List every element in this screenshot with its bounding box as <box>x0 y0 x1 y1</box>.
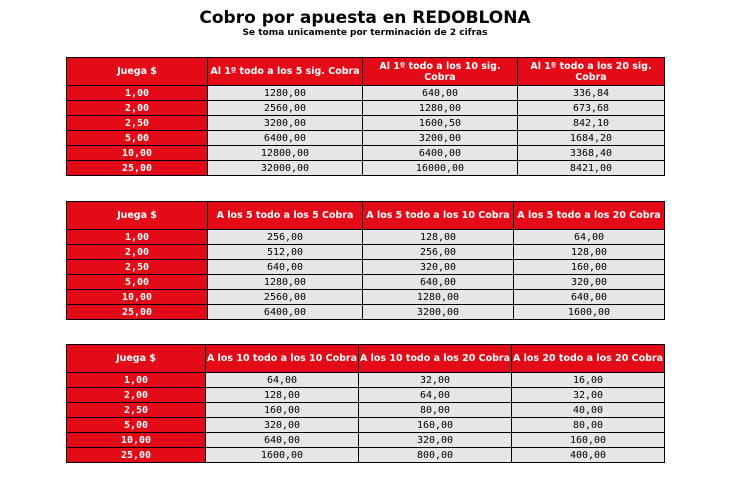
payout-cell: 512,00 <box>208 245 363 260</box>
payout-cell: 64,00 <box>514 230 665 245</box>
bet-amount-cell: 5,00 <box>67 418 206 433</box>
bet-amount-cell: 25,00 <box>67 448 206 463</box>
table-row <box>67 418 665 433</box>
payout-cell: 640,00 <box>206 433 359 448</box>
table-row <box>67 161 665 176</box>
bet-amount-cell: 1,00 <box>67 86 208 101</box>
bet-amount-cell: 1,00 <box>67 373 206 388</box>
payout-cell: 64,00 <box>206 373 359 388</box>
column-header: A los 5 todo a los 20 Cobra <box>514 202 665 230</box>
bet-amount-cell: 2,00 <box>67 245 208 260</box>
bet-amount-cell: 2,00 <box>67 388 206 403</box>
table-row <box>67 131 665 146</box>
payout-cell: 160,00 <box>514 260 665 275</box>
payout-cell: 640,00 <box>208 260 363 275</box>
table-row <box>67 260 665 275</box>
payout-cell: 336,84 <box>518 86 665 101</box>
column-header: Al 1º todo a los 10 sig. Cobra <box>363 58 518 86</box>
payout-cell: 32000,00 <box>208 161 363 176</box>
table-row <box>67 86 665 101</box>
payout-cell: 3200,00 <box>363 305 514 320</box>
page-subtitle: Se toma unicamente por terminación de 2 cifras <box>242 28 488 38</box>
payout-cell: 6400,00 <box>208 131 363 146</box>
payout-cell: 320,00 <box>514 275 665 290</box>
payout-cell: 640,00 <box>363 275 514 290</box>
payout-cell: 842,10 <box>518 116 665 131</box>
payout-cell: 2560,00 <box>208 101 363 116</box>
payout-cell: 2560,00 <box>208 290 363 305</box>
bet-amount-cell: 5,00 <box>67 275 208 290</box>
payout-cell: 1600,50 <box>363 116 518 131</box>
payout-cell: 32,00 <box>359 373 512 388</box>
payout-table-1 <box>66 57 665 176</box>
payout-cell: 3200,00 <box>208 116 363 131</box>
payout-cell: 1280,00 <box>208 275 363 290</box>
column-header: Al 1º todo a los 5 sig. Cobra <box>208 58 363 86</box>
payout-cell: 320,00 <box>363 260 514 275</box>
table-row <box>67 146 665 161</box>
payout-cell: 6400,00 <box>208 305 363 320</box>
payout-cell: 128,00 <box>514 245 665 260</box>
table-row <box>67 373 665 388</box>
payout-cell: 1280,00 <box>208 86 363 101</box>
payout-cell: 1684,20 <box>518 131 665 146</box>
column-header: A los 10 todo a los 20 Cobra <box>359 345 512 373</box>
payout-cell: 1280,00 <box>363 290 514 305</box>
table-row <box>67 448 665 463</box>
bet-amount-cell: 2,50 <box>67 260 208 275</box>
payout-cell: 256,00 <box>208 230 363 245</box>
bet-amount-cell: 1,00 <box>67 230 208 245</box>
bet-amount-cell: 25,00 <box>67 161 208 176</box>
payout-cell: 160,00 <box>206 403 359 418</box>
column-header-bet: Juega $ <box>67 202 208 230</box>
payout-cell: 673,68 <box>518 101 665 116</box>
payout-cell: 1600,00 <box>206 448 359 463</box>
bet-amount-cell: 5,00 <box>67 131 208 146</box>
bet-amount-cell: 10,00 <box>67 146 208 161</box>
bet-amount-cell: 2,00 <box>67 101 208 116</box>
payout-cell: 128,00 <box>363 230 514 245</box>
column-header-bet: Juega $ <box>67 58 208 86</box>
payout-cell: 3200,00 <box>363 131 518 146</box>
payout-cell: 16000,00 <box>363 161 518 176</box>
payout-cell: 64,00 <box>359 388 512 403</box>
payout-cell: 8421,00 <box>518 161 665 176</box>
payout-cell: 1280,00 <box>363 101 518 116</box>
payout-table-2 <box>66 201 665 320</box>
payout-cell: 3368,40 <box>518 146 665 161</box>
column-header: A los 5 todo a los 5 Cobra <box>208 202 363 230</box>
bet-amount-cell: 10,00 <box>67 290 208 305</box>
payout-cell: 160,00 <box>359 418 512 433</box>
column-header: A los 20 todo a los 20 Cobra <box>512 345 665 373</box>
table-row <box>67 403 665 418</box>
payout-cell: 128,00 <box>206 388 359 403</box>
payout-cell: 320,00 <box>206 418 359 433</box>
payout-cell: 6400,00 <box>363 146 518 161</box>
table-row <box>67 116 665 131</box>
payout-cell: 256,00 <box>363 245 514 260</box>
bet-amount-cell: 25,00 <box>67 305 208 320</box>
payout-cell: 80,00 <box>359 403 512 418</box>
payout-cell: 640,00 <box>363 86 518 101</box>
table-row <box>67 101 665 116</box>
table-row <box>67 245 665 260</box>
bet-amount-cell: 2,50 <box>67 116 208 131</box>
payout-cell: 16,00 <box>512 373 665 388</box>
table-row <box>67 230 665 245</box>
column-header-bet: Juega $ <box>67 345 206 373</box>
payout-cell: 160,00 <box>512 433 665 448</box>
table-row <box>67 305 665 320</box>
payout-table-3 <box>66 344 665 463</box>
column-header: A los 5 todo a los 10 Cobra <box>363 202 514 230</box>
column-header: Al 1º todo a los 20 sig. Cobra <box>518 58 665 86</box>
payout-cell: 32,00 <box>512 388 665 403</box>
payout-cell: 40,00 <box>512 403 665 418</box>
payout-cell: 12800,00 <box>208 146 363 161</box>
payout-cell: 800,00 <box>359 448 512 463</box>
payout-cell: 80,00 <box>512 418 665 433</box>
column-header: A los 10 todo a los 10 Cobra <box>206 345 359 373</box>
payout-cell: 400,00 <box>512 448 665 463</box>
page-title: Cobro por apuesta en REDOBLONA <box>199 8 531 28</box>
bet-amount-cell: 2,50 <box>67 403 206 418</box>
payout-cell: 320,00 <box>359 433 512 448</box>
table-row <box>67 433 665 448</box>
payout-cell: 1600,00 <box>514 305 665 320</box>
payout-cell: 640,00 <box>514 290 665 305</box>
table-row <box>67 388 665 403</box>
bet-amount-cell: 10,00 <box>67 433 206 448</box>
table-row <box>67 275 665 290</box>
table-row <box>67 290 665 305</box>
